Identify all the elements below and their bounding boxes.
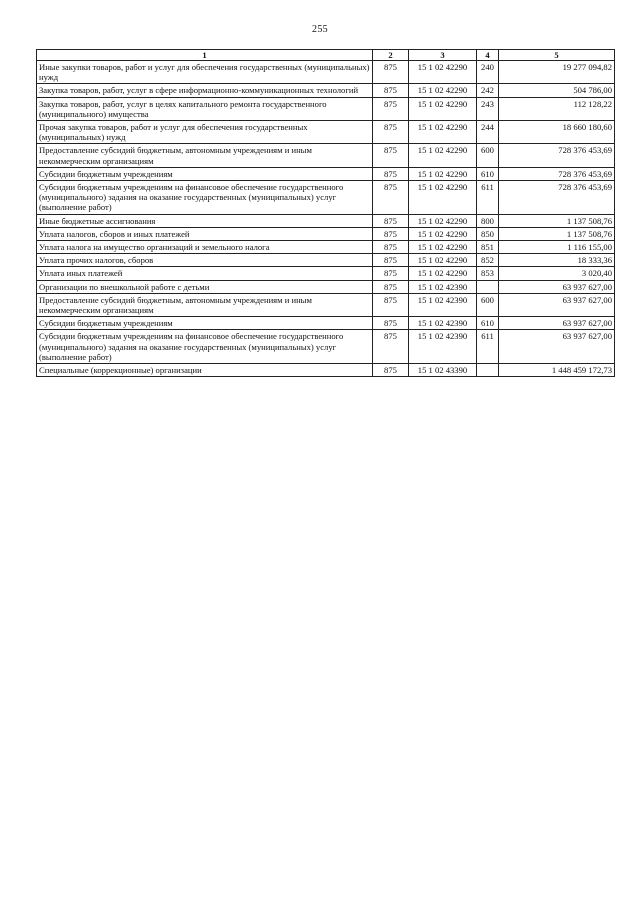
row-name-cell: Уплата иных платежей — [37, 267, 373, 280]
row-department-code-cell: 875 — [373, 61, 409, 84]
row-target-article-cell: 15 1 02 42290 — [409, 267, 477, 280]
table-row — [37, 293, 615, 316]
row-target-article-cell: 15 1 02 42290 — [409, 214, 477, 227]
row-target-article-cell: 15 1 02 42290 — [409, 97, 477, 120]
table-row — [37, 280, 615, 293]
row-amount-cell: 63 937 627,00 — [499, 280, 615, 293]
header-col-5: 5 — [499, 50, 615, 61]
table-row — [37, 97, 615, 120]
row-expense-type-cell: 610 — [477, 167, 499, 180]
row-expense-type-cell: 240 — [477, 61, 499, 84]
table-row — [37, 317, 615, 330]
row-amount-cell: 728 376 453,69 — [499, 144, 615, 167]
row-name-cell: Субсидии бюджетным учреждениям на финансовое обеспечение государственного (муниципального) задания на оказание государственных (муниципальных) услуг (выполнение работ) — [37, 181, 373, 215]
row-name-cell: Субсидии бюджетным учреждениям — [37, 167, 373, 180]
row-department-code-cell: 875 — [373, 144, 409, 167]
row-amount-cell: 728 376 453,69 — [499, 181, 615, 215]
table-row — [37, 330, 615, 364]
row-expense-type-cell: 850 — [477, 227, 499, 240]
row-expense-type-cell: 600 — [477, 144, 499, 167]
header-col-1: 1 — [37, 50, 373, 61]
row-amount-cell: 3 020,40 — [499, 267, 615, 280]
row-amount-cell: 1 137 508,76 — [499, 214, 615, 227]
row-department-code-cell: 875 — [373, 97, 409, 120]
table-body — [37, 61, 615, 377]
row-department-code-cell: 875 — [373, 317, 409, 330]
row-department-code-cell: 875 — [373, 167, 409, 180]
header-col-4: 4 — [477, 50, 499, 61]
table-row — [37, 227, 615, 240]
row-target-article-cell: 15 1 02 42390 — [409, 293, 477, 316]
table-row — [37, 61, 615, 84]
table-row — [37, 144, 615, 167]
row-name-cell: Закупка товаров, работ, услуг в сфере информационно-коммуникационных технологий — [37, 84, 373, 97]
row-department-code-cell: 875 — [373, 84, 409, 97]
table-row — [37, 254, 615, 267]
row-target-article-cell: 15 1 02 42390 — [409, 330, 477, 364]
row-department-code-cell: 875 — [373, 181, 409, 215]
header-col-3: 3 — [409, 50, 477, 61]
row-department-code-cell: 875 — [373, 330, 409, 364]
table-row — [37, 181, 615, 215]
row-expense-type-cell: 851 — [477, 241, 499, 254]
row-expense-type-cell — [477, 364, 499, 377]
row-department-code-cell: 875 — [373, 254, 409, 267]
row-amount-cell: 728 376 453,69 — [499, 167, 615, 180]
row-name-cell: Субсидии бюджетным учреждениям — [37, 317, 373, 330]
row-department-code-cell: 875 — [373, 267, 409, 280]
row-expense-type-cell: 800 — [477, 214, 499, 227]
row-target-article-cell: 15 1 02 42390 — [409, 280, 477, 293]
row-amount-cell: 63 937 627,00 — [499, 293, 615, 316]
row-target-article-cell: 15 1 02 42290 — [409, 241, 477, 254]
row-target-article-cell: 15 1 02 42290 — [409, 167, 477, 180]
table-row — [37, 167, 615, 180]
row-name-cell: Иные бюджетные ассигнования — [37, 214, 373, 227]
row-name-cell: Уплата налогов, сборов и иных платежей — [37, 227, 373, 240]
header-row — [37, 50, 615, 61]
row-amount-cell: 1 137 508,76 — [499, 227, 615, 240]
table-row — [37, 214, 615, 227]
row-amount-cell: 112 128,22 — [499, 97, 615, 120]
budget-table — [36, 49, 615, 377]
page-number: 255 — [312, 24, 328, 35]
row-expense-type-cell: 244 — [477, 121, 499, 144]
row-department-code-cell: 875 — [373, 241, 409, 254]
row-name-cell: Специальные (коррекционные) организации — [37, 364, 373, 377]
row-target-article-cell: 15 1 02 42290 — [409, 61, 477, 84]
row-department-code-cell: 875 — [373, 227, 409, 240]
row-department-code-cell: 875 — [373, 214, 409, 227]
row-amount-cell: 63 937 627,00 — [499, 330, 615, 364]
row-name-cell: Прочая закупка товаров, работ и услуг для обеспечения государственных (муниципальных) нужд — [37, 121, 373, 144]
row-name-cell: Организации по внешкольной работе с детьми — [37, 280, 373, 293]
table-row — [37, 267, 615, 280]
row-name-cell: Предоставление субсидий бюджетным, автономным учреждениям и иным некоммерческим организациям — [37, 144, 373, 167]
row-amount-cell: 1 448 459 172,73 — [499, 364, 615, 377]
row-department-code-cell: 875 — [373, 121, 409, 144]
table-row — [37, 364, 615, 377]
row-expense-type-cell — [477, 280, 499, 293]
row-amount-cell: 1 116 155,00 — [499, 241, 615, 254]
row-expense-type-cell: 611 — [477, 181, 499, 215]
row-amount-cell: 63 937 627,00 — [499, 317, 615, 330]
row-expense-type-cell: 853 — [477, 267, 499, 280]
row-target-article-cell: 15 1 02 42390 — [409, 317, 477, 330]
row-amount-cell: 18 333,36 — [499, 254, 615, 267]
row-expense-type-cell: 600 — [477, 293, 499, 316]
row-name-cell: Субсидии бюджетным учреждениям на финансовое обеспечение государственного (муниципального) задания на оказание государственных (муниципальных) услуг (выполнение работ) — [37, 330, 373, 364]
row-name-cell: Закупка товаров, работ, услуг в целях капитального ремонта государственного (муниципального) имущества — [37, 97, 373, 120]
row-department-code-cell: 875 — [373, 293, 409, 316]
row-expense-type-cell: 852 — [477, 254, 499, 267]
row-amount-cell: 19 277 094,82 — [499, 61, 615, 84]
table-row — [37, 84, 615, 97]
row-expense-type-cell: 242 — [477, 84, 499, 97]
row-target-article-cell: 15 1 02 42290 — [409, 254, 477, 267]
row-expense-type-cell: 611 — [477, 330, 499, 364]
row-target-article-cell: 15 1 02 42290 — [409, 181, 477, 215]
row-name-cell: Уплата прочих налогов, сборов — [37, 254, 373, 267]
row-name-cell: Уплата налога на имущество организаций и земельного налога — [37, 241, 373, 254]
row-target-article-cell: 15 1 02 42290 — [409, 84, 477, 97]
row-name-cell: Иные закупки товаров, работ и услуг для обеспечения государственных (муниципальных) нужд — [37, 61, 373, 84]
row-target-article-cell: 15 1 02 43390 — [409, 364, 477, 377]
row-expense-type-cell: 243 — [477, 97, 499, 120]
row-name-cell: Предоставление субсидий бюджетным, автономным учреждениям и иным некоммерческим организациям — [37, 293, 373, 316]
row-amount-cell: 504 786,00 — [499, 84, 615, 97]
row-target-article-cell: 15 1 02 42290 — [409, 121, 477, 144]
table-row — [37, 241, 615, 254]
row-expense-type-cell: 610 — [477, 317, 499, 330]
row-amount-cell: 18 660 180,60 — [499, 121, 615, 144]
row-target-article-cell: 15 1 02 42290 — [409, 227, 477, 240]
header-col-2: 2 — [373, 50, 409, 61]
row-target-article-cell: 15 1 02 42290 — [409, 144, 477, 167]
table-row — [37, 121, 615, 144]
row-department-code-cell: 875 — [373, 280, 409, 293]
row-department-code-cell: 875 — [373, 364, 409, 377]
